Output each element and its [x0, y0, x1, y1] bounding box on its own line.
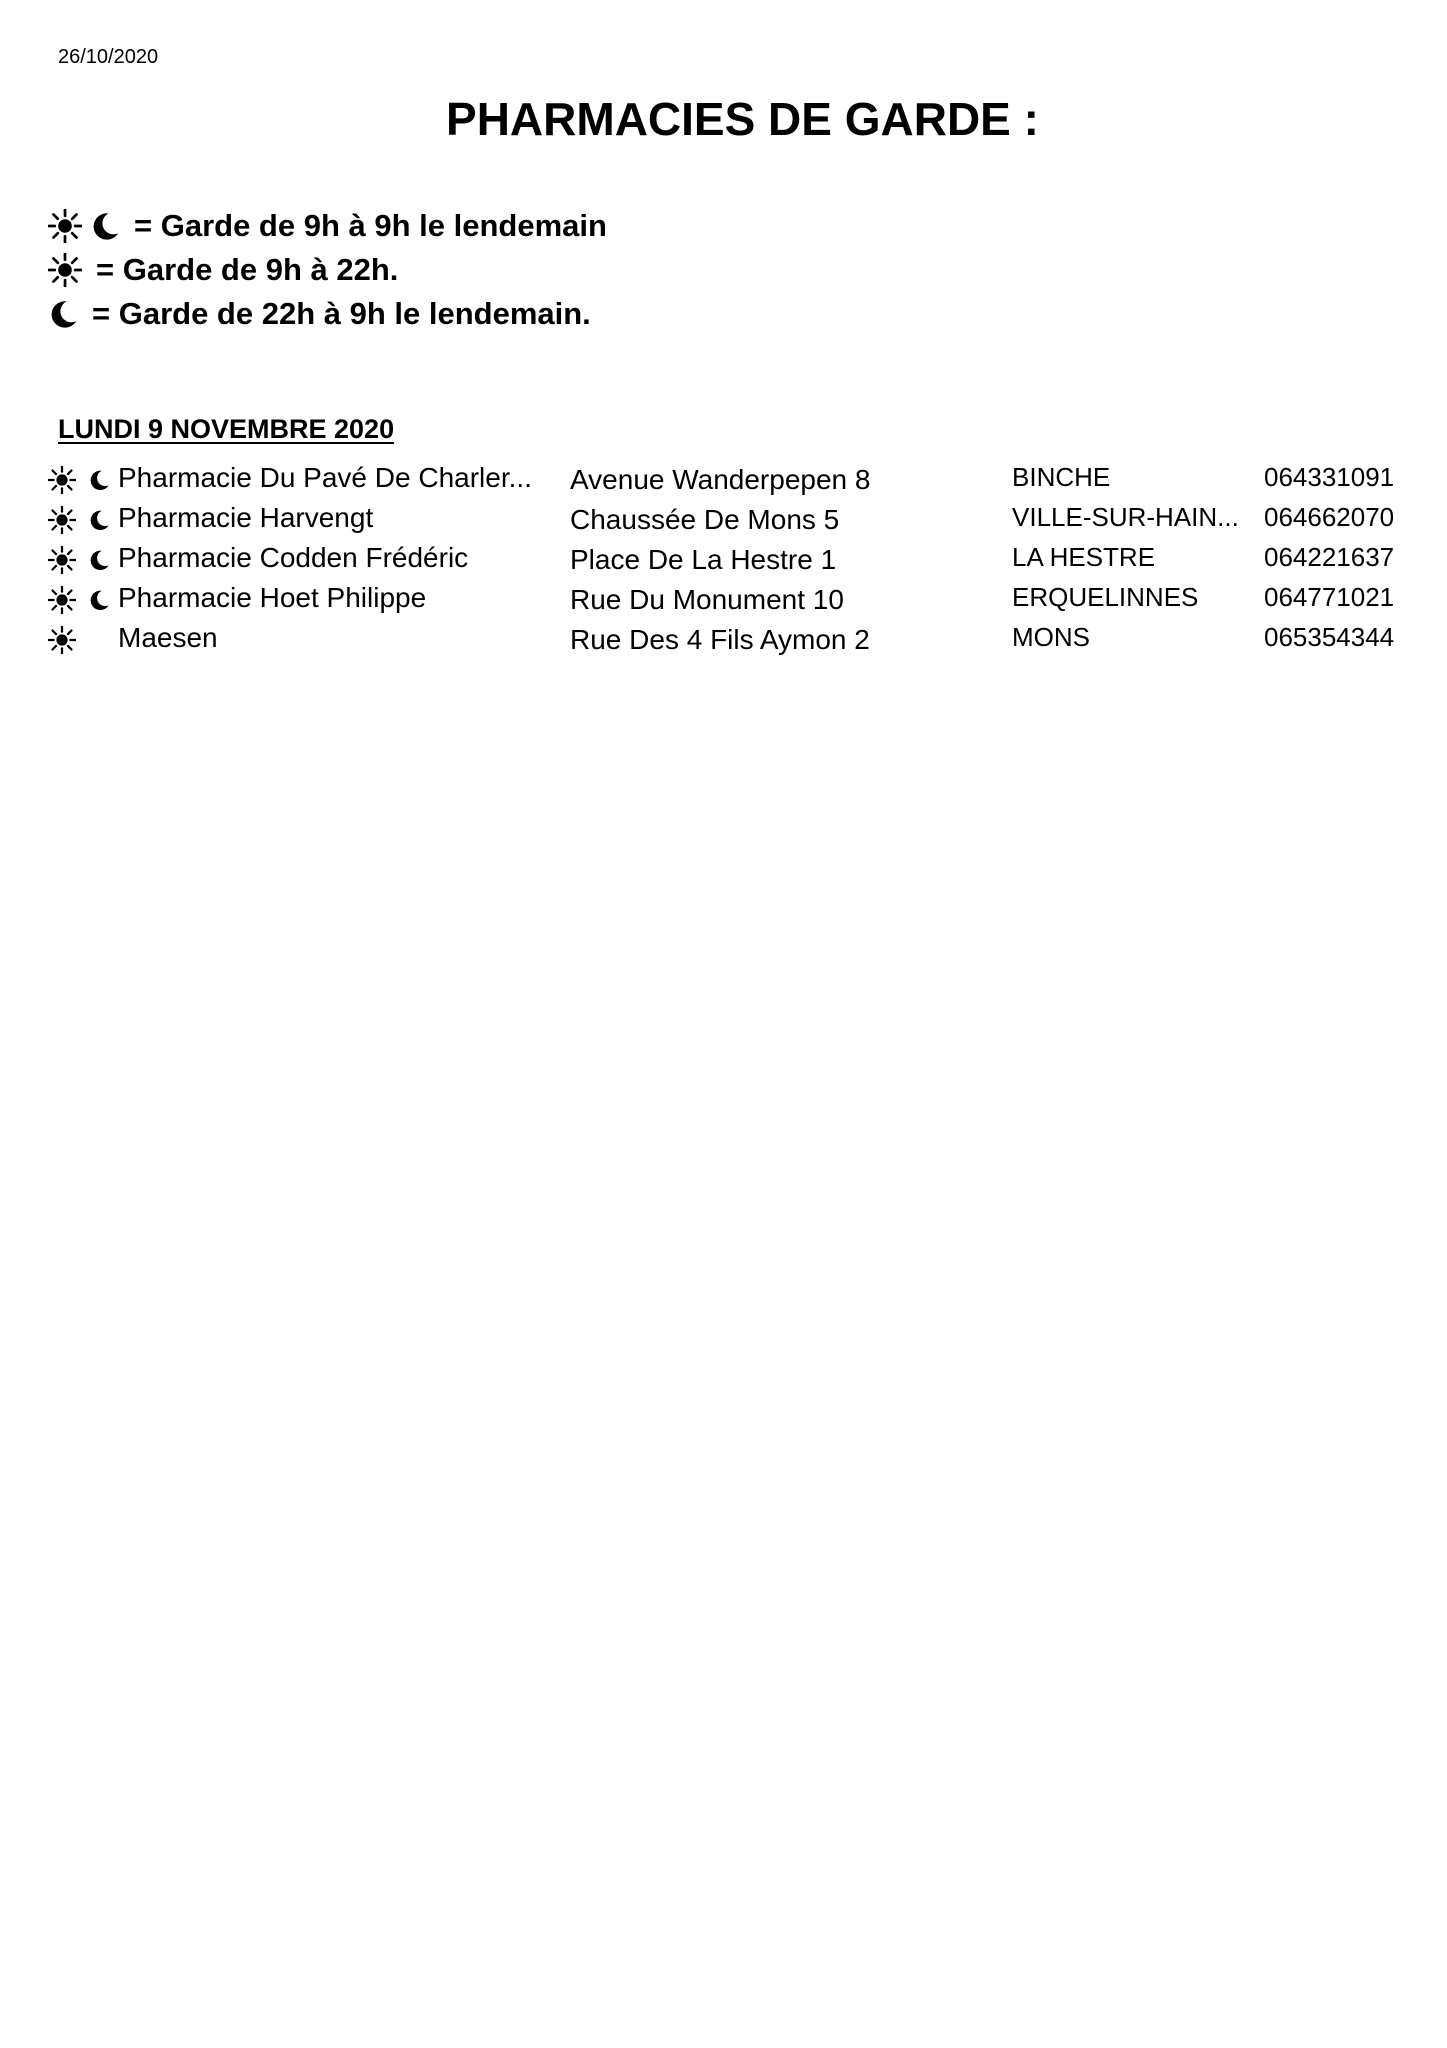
sun-icon: [48, 209, 82, 243]
moon-icon: [88, 509, 110, 531]
sun-icon: [48, 253, 82, 287]
day-heading: LUNDI 9 NOVEMBRE 2020: [58, 414, 395, 444]
pharmacy-phone: 064662070: [1264, 502, 1395, 532]
legend-text: = Garde de 22h à 9h le lendemain.: [92, 296, 591, 331]
shift-icons: [48, 546, 110, 574]
sun-icon: [48, 466, 76, 494]
legend-row: [48, 204, 607, 248]
legend-row: [48, 292, 607, 336]
pharmacy-address: Chaussée De Mons 5: [570, 504, 840, 535]
pharmacy-row: [48, 540, 1408, 580]
pharmacy-name: Maesen: [118, 622, 218, 653]
document-date: 26/10/2020: [58, 46, 159, 68]
pharmacy-row: [48, 460, 1408, 500]
pharmacy-address: Avenue Wanderpepen 8: [570, 464, 871, 495]
pharmacy-name: Pharmacie Harvengt: [118, 502, 374, 533]
moon-icon: [88, 589, 110, 611]
moon-icon: [48, 299, 78, 329]
legend-row: [48, 248, 607, 292]
page-title: PHARMACIES DE GARDE :: [446, 93, 1039, 145]
shift-icons: [48, 626, 76, 654]
pharmacy-phone: 064771021: [1264, 582, 1395, 612]
legend: [48, 204, 607, 336]
pharmacy-list: [48, 460, 1408, 660]
moon-icon: [88, 549, 110, 571]
shift-icons: [48, 586, 110, 614]
moon-icon: [88, 469, 110, 491]
pharmacy-address: Rue Du Monument 10: [570, 584, 844, 615]
pharmacy-row: [48, 620, 1408, 660]
shift-icons: [48, 506, 110, 534]
pharmacy-city: LA HESTRE: [1012, 542, 1156, 572]
pharmacy-address: Place De La Hestre 1: [570, 544, 837, 575]
pharmacy-phone: 064331091: [1264, 462, 1395, 492]
pharmacy-city: BINCHE: [1012, 462, 1111, 492]
sun-icon: [48, 546, 76, 574]
pharmacy-phone: 065354344: [1264, 622, 1395, 652]
pharmacy-city: VILLE-SUR-HAIN...: [1012, 502, 1239, 532]
sun-icon: [48, 626, 76, 654]
pharmacy-name: Pharmacie Codden Frédéric: [118, 542, 469, 573]
pharmacy-name: Pharmacie Hoet Philippe: [118, 582, 427, 613]
pharmacy-row: [48, 580, 1408, 620]
sun-icon: [48, 586, 76, 614]
legend-text: = Garde de 9h à 22h.: [96, 252, 399, 287]
legend-icons: [48, 253, 82, 287]
pharmacy-phone: 064221637: [1264, 542, 1395, 572]
sun-icon: [48, 506, 76, 534]
pharmacy-row: [48, 500, 1408, 540]
moon-icon: [90, 211, 120, 241]
pharmacy-city: MONS: [1012, 622, 1090, 652]
pharmacy-city: ERQUELINNES: [1012, 582, 1199, 612]
legend-text: = Garde de 9h à 9h le lendemain: [134, 208, 607, 243]
legend-icons: [48, 209, 120, 243]
pharmacy-address: Rue Des 4 Fils Aymon 2: [570, 624, 870, 655]
legend-icons: [48, 299, 78, 329]
pharmacy-name: Pharmacie Du Pavé De Charler...: [118, 462, 532, 493]
shift-icons: [48, 466, 110, 494]
